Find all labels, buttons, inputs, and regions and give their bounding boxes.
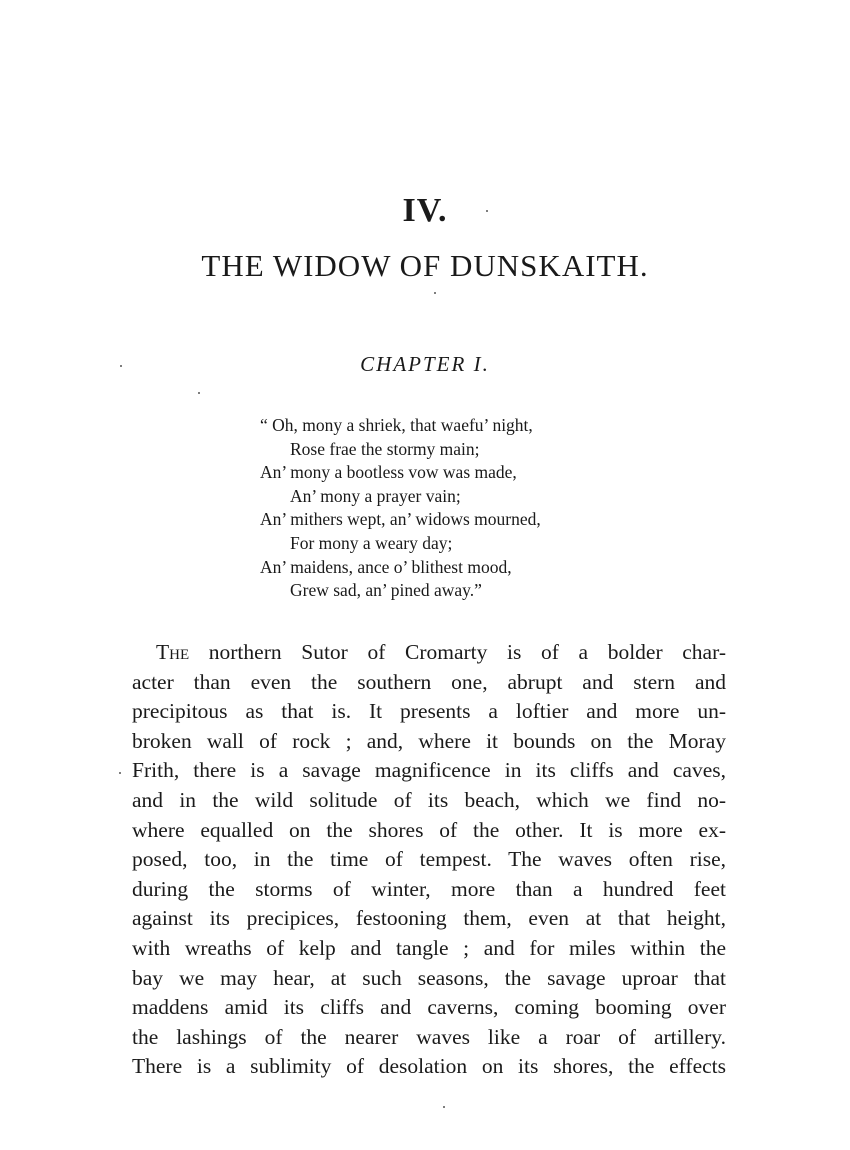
story-title: THE WIDOW OF DUNSKAITH. xyxy=(201,248,649,283)
text-line: the lashings of the nearer waves like a roar of artillery. xyxy=(132,1024,726,1049)
scan-speck xyxy=(198,392,200,394)
text-line: precipitous as that is. It presents a loftier and more un- xyxy=(132,699,726,724)
text-line: There is a sublimity of desolation on its shores, the effects xyxy=(132,1054,726,1079)
text-line: and in the wild solitude of its beach, which we find no- xyxy=(132,787,726,812)
text-line: with wreaths of kelp and tangle ; and for miles within the xyxy=(132,935,726,960)
text-line: maddens amid its cliffs and caverns, coming booming over xyxy=(132,995,726,1020)
verse-line: An’ mony a bootless vow was made, xyxy=(260,462,517,483)
verse-line: Grew sad, an’ pined away.” xyxy=(290,580,482,601)
text-line: during the storms of winter, more than a hundred feet xyxy=(132,876,726,901)
epigraph-verse xyxy=(260,414,640,603)
text-line: acter than even the southern one, abrupt and stern and xyxy=(132,669,726,694)
verse-line: “ Oh, mony a shriek, that waefu’ night, xyxy=(260,415,533,435)
text-line-rest: northern Sutor of Cromarty is of a bolder char- xyxy=(189,640,726,664)
text-line: posed, too, in the time of tempest. The waves often rise, xyxy=(132,847,726,872)
drop-small-caps-word: The xyxy=(156,640,190,664)
body-paragraph xyxy=(132,638,726,1082)
scan-speck xyxy=(119,772,121,774)
text-line xyxy=(132,638,726,668)
verse-line: An’ maidens, ance o’ blithest mood, xyxy=(260,556,512,577)
text-line: broken wall of rock ; and, where it bounds on the Moray xyxy=(132,728,726,753)
verse-line: An’ mithers wept, an’ widows mourned, xyxy=(260,509,541,530)
scan-speck xyxy=(486,210,488,212)
scan-speck xyxy=(434,292,436,294)
scan-speck xyxy=(443,1106,445,1108)
scan-speck xyxy=(120,365,122,367)
chapter-heading: CHAPTER I. xyxy=(360,352,490,376)
text-line: bay we may hear, at such seasons, the savage uproar that xyxy=(132,965,726,990)
verse-line: Rose frae the stormy main; xyxy=(290,438,480,459)
text-line: against its precipices, festooning them, even at that height, xyxy=(132,906,726,931)
verse-line: For mony a weary day; xyxy=(290,532,453,553)
verse-line: An’ mony a prayer vain; xyxy=(290,485,461,506)
text-line: where equalled on the shores of the other. It is more ex- xyxy=(132,817,726,842)
section-number: IV. xyxy=(402,192,448,229)
text-line: Frith, there is a savage magnificence in its cliffs and caves, xyxy=(132,758,726,783)
